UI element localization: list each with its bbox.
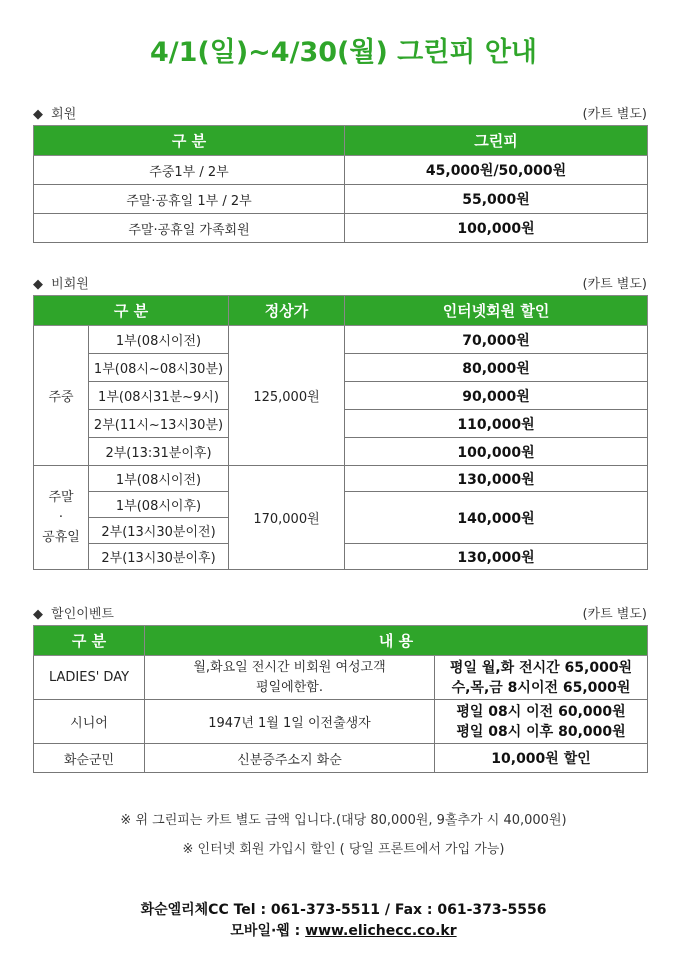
nonmember-section-header	[33, 273, 647, 293]
table-row	[34, 156, 648, 185]
weekend-label-line3: 공휴일	[42, 529, 80, 545]
table-row	[34, 656, 648, 700]
event-name: LADIES' DAY	[34, 656, 145, 700]
member-fee: 55,000원	[345, 185, 648, 214]
member-category: 주말·공휴일 가족회원	[34, 214, 345, 243]
events-table	[33, 625, 648, 773]
discount-price: 70,000원	[345, 326, 648, 354]
discount-price: 130,000원	[345, 544, 648, 570]
internet-signup-note: ※ 인터넷 회원 가입시 할인 ( 당일 프론트에서 가입 가능)	[182, 842, 505, 857]
event-price	[435, 656, 648, 700]
website-link[interactable]: www.elichecc.co.kr	[305, 923, 457, 939]
diamond-bullet-icon: ◆	[33, 607, 43, 622]
nonmember-header-category: 구 분	[34, 296, 229, 326]
event-price-line: 평일 08시 이후 80,000원	[456, 723, 626, 740]
member-section-label: 회원	[51, 107, 77, 122]
nonmember-header-discount: 인터넷회원 할인	[345, 296, 648, 326]
discount-price: 90,000원	[345, 382, 648, 410]
weekend-label-line2: ·	[58, 509, 64, 525]
table-row	[34, 185, 648, 214]
event-price: 10,000원 할인	[435, 744, 648, 773]
time-slot: 2부(13:31분이후)	[89, 438, 229, 466]
weekend-label-line1: 주말	[48, 489, 74, 505]
table-row	[34, 744, 648, 773]
member-header-fee: 그린피	[345, 126, 648, 156]
page-title: 4/1(일)~4/30(월) 그린피 안내	[149, 37, 537, 68]
member-fee: 100,000원	[345, 214, 648, 243]
member-cart-note: (카트 별도)	[582, 107, 647, 122]
event-description: 신분증주소지 화순	[145, 744, 435, 773]
weekday-label: 주중	[34, 326, 89, 466]
time-slot: 1부(08시31분~9시)	[89, 382, 229, 410]
weekend-regular-price: 170,000원	[229, 466, 345, 570]
discount-price: 140,000원	[345, 492, 648, 544]
discount-price: 80,000원	[345, 354, 648, 382]
discount-price: 130,000원	[345, 466, 648, 492]
event-price-line: 평일 08시 이전 60,000원	[456, 703, 626, 720]
weekend-label	[34, 466, 89, 570]
discount-price: 100,000원	[345, 438, 648, 466]
event-price	[435, 700, 648, 744]
event-name: 시니어	[34, 700, 145, 744]
event-name: 화순군민	[34, 744, 145, 773]
nonmember-section-label: 비회원	[51, 277, 89, 292]
events-section-header	[33, 603, 647, 623]
events-cart-note: (카트 별도)	[582, 607, 647, 622]
member-header-category: 구 분	[34, 126, 345, 156]
table-row	[34, 214, 648, 243]
member-category: 주중1부 / 2부	[34, 156, 345, 185]
time-slot: 1부(08시이전)	[89, 466, 229, 492]
weekday-regular-price: 125,000원	[229, 326, 345, 466]
time-slot: 1부(08시이후)	[89, 492, 229, 518]
table-row	[34, 326, 648, 354]
member-fee-table	[33, 125, 648, 243]
member-category: 주말·공휴일 1부 / 2부	[34, 185, 345, 214]
time-slot: 2부(13시30분이후)	[89, 544, 229, 570]
website-label: 모바일·웹 :	[230, 923, 306, 939]
event-description	[145, 656, 435, 700]
nonmember-header-regular: 정상가	[229, 296, 345, 326]
nonmember-cart-note: (카트 별도)	[582, 277, 647, 292]
member-fee: 45,000원/50,000원	[345, 156, 648, 185]
events-header-content: 내 용	[145, 626, 648, 656]
time-slot: 2부(13시30분이전)	[89, 518, 229, 544]
event-description-line: 평일에한함.	[256, 679, 323, 695]
event-description-line: 월,화요일 전시간 비회원 여성고객	[193, 659, 386, 675]
time-slot: 1부(08시~08시30분)	[89, 354, 229, 382]
table-row	[34, 466, 648, 492]
table-row	[34, 700, 648, 744]
event-price-line: 수,목,금 8시이전 65,000원	[451, 679, 631, 696]
time-slot: 1부(08시이전)	[89, 326, 229, 354]
time-slot: 2부(11시~13시30분)	[89, 410, 229, 438]
cart-fee-note: ※ 위 그린피는 카트 별도 금액 입니다.(대당 80,000원, 9홀추가 시 40,000원)	[120, 813, 567, 828]
nonmember-fee-table	[33, 295, 648, 570]
event-price-line: 평일 월,화 전시간 65,000원	[449, 659, 633, 676]
contact-info: 화순엘리체CC Tel : 061-373-5511 / Fax : 061-373-5556	[140, 902, 547, 918]
events-section-label: 할인이벤트	[51, 607, 114, 622]
website-line	[0, 920, 687, 940]
event-description: 1947년 1월 1일 이전출생자	[145, 700, 435, 744]
discount-price: 110,000원	[345, 410, 648, 438]
diamond-bullet-icon: ◆	[33, 277, 43, 292]
member-section-header	[33, 103, 647, 123]
events-header-category: 구 분	[34, 626, 145, 656]
diamond-bullet-icon: ◆	[33, 107, 43, 122]
